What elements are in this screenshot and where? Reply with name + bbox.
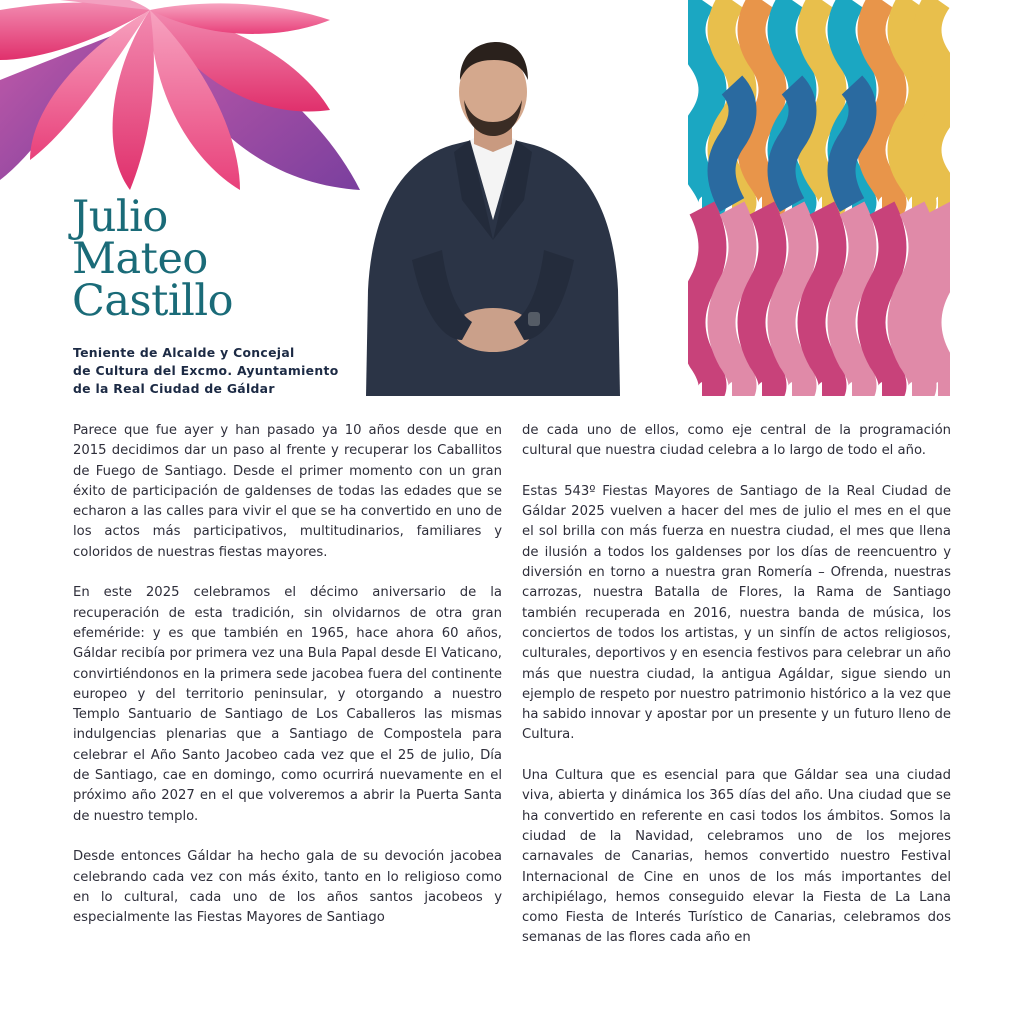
paragraph-right-2: Estas 543º Fiestas Mayores de Santiago de la Real Ciudad de Gáldar 2025 vuelven a hacer del mes de julio el mes en el que el sol brilla con más fuerza en nuestra ciudad, el mes que llena de ilusión a todos los galdenses por los días de reencuentro y diversión en torno a nuestra gran Romería – Ofrenda, nuestras carrozas, nuestra Batalla de Flores, la Rama de Santiago también recuperada en 2016, nuestra banda de música, los conciertos de todos los artistas, y un sinfín de actos religiosos, culturales, deportivos y en esencia festivos para celebrar un año más que nuestra ciudad, la antigua Agáldar, sigue siendo un ejemplo de respeto por nuestro patrimonio histórico a la vez que ha sabido innovar y apostar por un presente y un futuro lleno de Cultura. [522, 483, 951, 743]
name-line-first: Julio [72, 192, 168, 242]
body-column-right [522, 421, 951, 969]
role-line-1: Teniente de Alcalde y Concejal [73, 345, 295, 360]
name-line-last: Castillo [72, 276, 234, 326]
paragraph-right-3: Una Cultura que es esencial para que Gáldar sea una ciudad viva, abierta y dinámica los 365 días del año. Una ciudad que se ha convertido en referente en casi todos los ámbitos. Somos la ciudad de la Navidad, celebramos uno de los mejores carnavales de Canarias, hemos convertido nuestro Festival Internacional de Cine en unos de los más importantes del archipiélago, hemos conseguido elevar la Fiesta de La Lana como Fiesta de Interés Turístico de Canarias, celebramos dos semanas de las flores cada año en [522, 768, 951, 946]
flower-petals-icon [0, 0, 360, 200]
name-line-middle: Mateo [72, 234, 208, 284]
role-line-3: de la Real Ciudad de Gáldar [73, 381, 275, 396]
role-line-2: de Cultura del Excmo. Ayuntamiento [73, 363, 339, 378]
person-name-heading [72, 192, 234, 326]
portrait-photo [362, 40, 624, 396]
wavy-stripes-icon [688, 0, 950, 396]
paragraph-left-1: Parece que fue ayer y han pasado ya 10 años desde que en 2015 decidimos dar un paso al frente y recuperar los Caballitos de Fuego de Santiago. Desde el primer momento con un gran éxito de participación de galdenses de todas las edades que se echaron a las calles para vivir el que se ha convertido en uno de los actos más participativos, multitudinarios, familiares y coloridos de nuestras fiestas mayores. [73, 423, 502, 560]
paragraph-left-2: En este 2025 celebramos el décimo aniversario de la recuperación de esta tradición, sin olvidarnos de otra gran efeméride: y es que también en 1965, hace ahora 60 años, Gáldar recibía por primera vez una Bula Papal desde El Vaticano, convirtiéndonos en la primera sede jacobea fuera del continente europeo y del territorio peninsular, y otorgando a nuestro Templo Santuario de Santiago de Los Caballeros las mismas indulgencias plenarias que a Santiago de Compostela para celebrar el Año Santo Jacobeo cada vez que el 25 de julio, Día de Santiago, cae en domingo, como ocurrirá nuevamente en el próximo año 2027 en el que volveremos a abrir la Puerta Santa de nuestro templo. [73, 585, 502, 824]
body-column-left [73, 421, 502, 949]
paragraph-right-1: de cada uno de ellos, como eje central de la programación cultural que nuestra ciudad celebra a lo largo de todo el año. [522, 423, 951, 459]
role-subtitle [73, 344, 339, 398]
paragraph-left-3: Desde entonces Gáldar ha hecho gala de su devoción jacobea celebrando cada vez con más éxito, tanto en lo religioso como en lo cultural, cada uno de los años santos jacobeos y especialmente las Fiestas Mayores de Santiago [73, 849, 502, 926]
